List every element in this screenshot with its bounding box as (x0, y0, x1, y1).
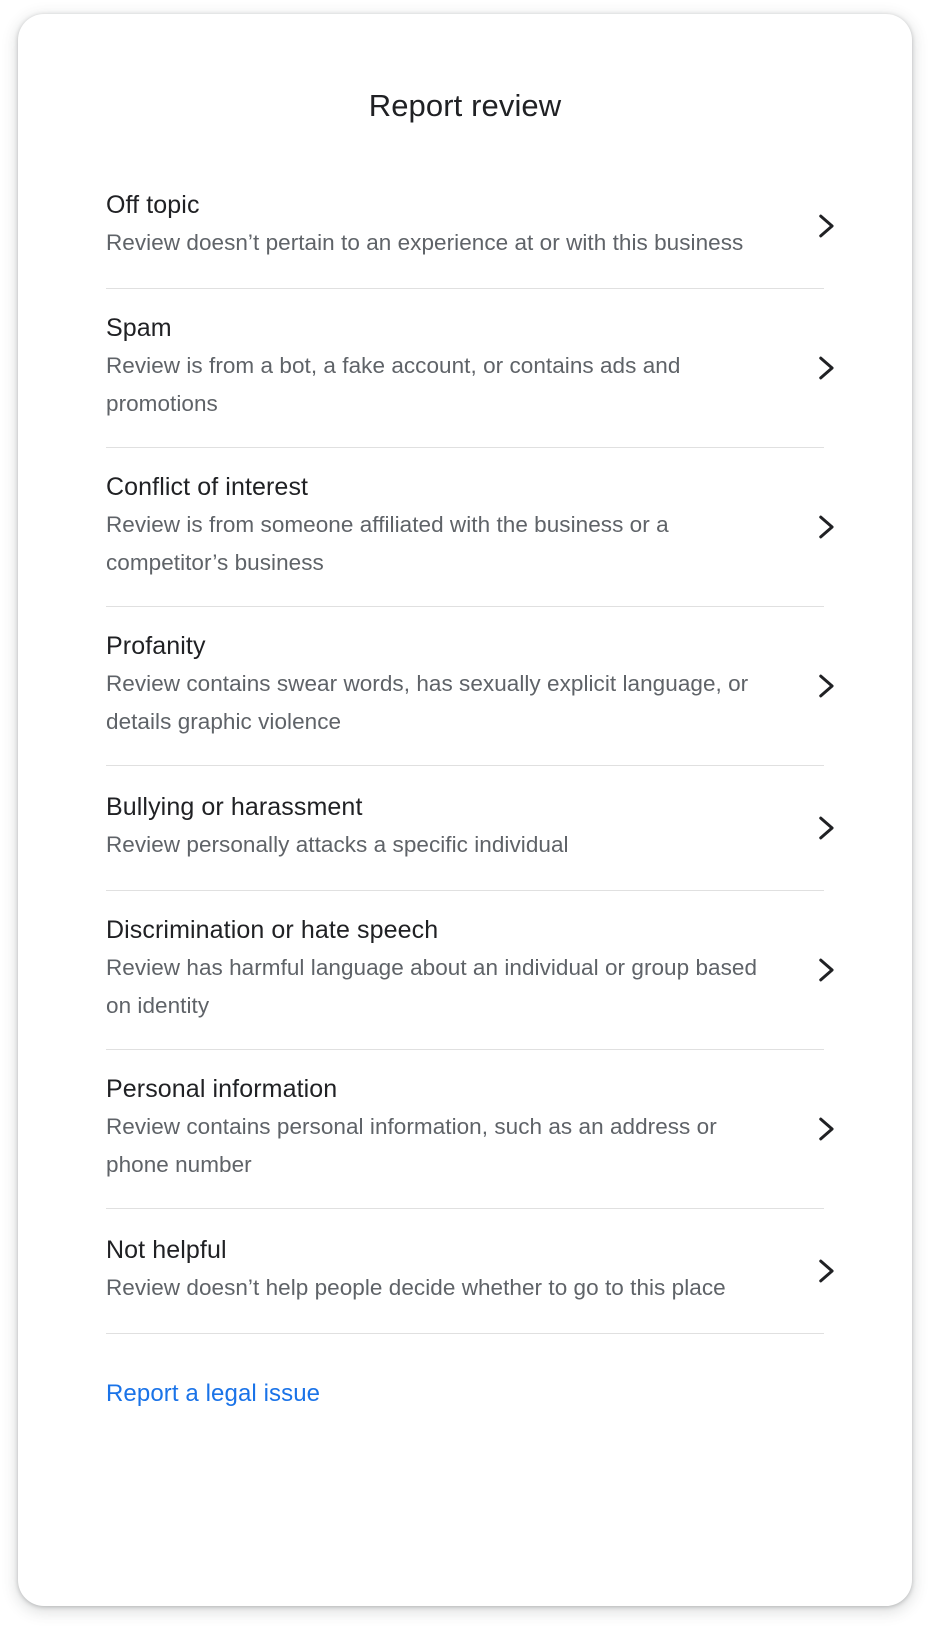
list-item-text (106, 166, 743, 286)
report-review-dialog (18, 14, 912, 1606)
chevron-right-icon[interactable] (808, 351, 842, 385)
list-item[interactable] (18, 766, 912, 890)
report-reason-list (18, 164, 912, 1334)
chevron-right-icon[interactable] (808, 1254, 842, 1288)
list-item[interactable] (18, 289, 912, 447)
chevron-right-icon[interactable] (808, 811, 842, 845)
list-item-text (106, 1050, 766, 1208)
list-item-description: Review contains personal information, such as an address or phone number (106, 1114, 717, 1177)
list-item[interactable] (18, 1209, 912, 1333)
chevron-right-icon[interactable] (808, 669, 842, 703)
list-item-text (106, 768, 569, 888)
list-item[interactable] (18, 1050, 912, 1208)
chevron-right-icon[interactable] (808, 510, 842, 544)
list-item[interactable] (18, 607, 912, 765)
list-item-text (106, 607, 766, 765)
list-item-description: Review is from a bot, a fake account, or contains ads and promotions (106, 353, 681, 416)
list-item-description: Review personally attacks a specific individual (106, 832, 569, 857)
list-item-text (106, 448, 766, 606)
list-item-description: Review has harmful language about an individual or group based on identity (106, 955, 758, 1018)
chevron-right-icon[interactable] (808, 1112, 842, 1146)
list-item-text (106, 289, 766, 447)
list-item-description: Review contains swear words, has sexually explicit language, or details graphic violence (106, 671, 749, 734)
list-item[interactable] (18, 891, 912, 1049)
list-item-title: Spam (106, 314, 172, 342)
list-item-text (106, 891, 766, 1049)
list-item-title: Personal information (106, 1075, 338, 1103)
list-item-title: Not helpful (106, 1236, 227, 1264)
report-legal-issue-link[interactable]: Report a legal issue (106, 1380, 321, 1407)
list-item-title: Off topic (106, 191, 200, 219)
list-item-title: Bullying or harassment (106, 793, 363, 821)
legal-issue-section (18, 1334, 912, 1410)
page-title: Report review (368, 88, 562, 123)
list-item-description: Review doesn’t help people decide whether to go to this place (106, 1275, 726, 1300)
list-item[interactable] (18, 164, 912, 288)
list-item-description: Review doesn’t pertain to an experience at or with this business (106, 230, 744, 255)
list-item[interactable] (18, 448, 912, 606)
list-item-description: Review is from someone affiliated with the business or a competitor’s business (106, 512, 669, 575)
chevron-right-icon[interactable] (808, 209, 842, 243)
chevron-right-icon[interactable] (808, 953, 842, 987)
list-item-title: Conflict of interest (106, 473, 309, 501)
list-item-title: Discrimination or hate speech (106, 916, 439, 944)
list-item-text (106, 1211, 726, 1331)
list-item-title: Profanity (106, 632, 206, 660)
